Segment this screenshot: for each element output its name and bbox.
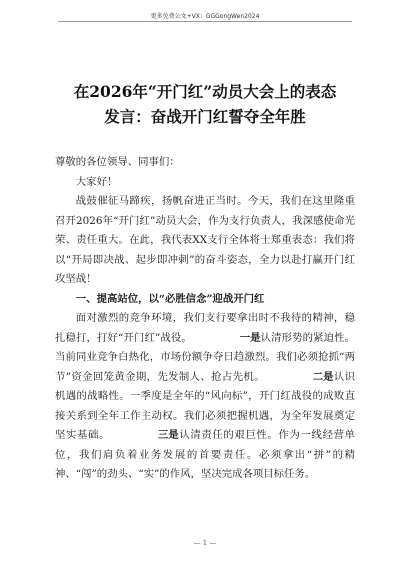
page-number: — 1 —	[193, 539, 217, 547]
point-3-text: 认清责任的艰巨性。作为一线经营单位，我们肩负着业务发展的首要责任。必须拿出“拼”的精神、“闯”的劲头、“实”的作风，坚决完成各项目标任务。	[55, 429, 355, 480]
paragraph-section-1	[55, 309, 355, 485]
page-header: 更多免费公文+VX：GGGongWen2024	[150, 13, 260, 20]
section-1-intro: 面对激烈的竞争环境，我们支行要拿出时不我待的精神，稳扎稳打，打好“开门红”战役。	[55, 312, 355, 344]
point-2-text: 认识机遇的战略性。一季度是全年的“风向标”，开门红战役的成败直接关系到全年工作主动权。我们必须把握机遇，为全年发展奠定坚实基础。	[55, 370, 356, 441]
title-line-1: 在2026年“开门红”动员大会上的表态	[73, 82, 337, 101]
greeting: 大家好！	[75, 175, 118, 188]
point-3-label: 三是	[157, 429, 179, 441]
header-divider	[58, 21, 352, 22]
document-body	[55, 153, 355, 485]
section-heading-1: 一、提高站位，以“必胜信念”迎战开门红	[75, 292, 265, 305]
paragraph-opening: 战鼓催征马蹄疾，扬帆奋进正当时。今天，我们在这里隆重召开2026年“开门红”动员大会，作为支行负责人，我深感使命光荣、责任重大。在此，我代表XX支行全体将士郑重表态：我们将以“开局即决战、起步即冲刺”的奋斗姿态，全力以赴打赢开门红攻坚战！	[55, 195, 355, 285]
title-line-2: 发言：奋战开门红誓夺全年胜	[104, 107, 306, 126]
salutation: 尊敬的各位领导、同事们：	[55, 156, 180, 168]
point-2-label: 二是	[312, 370, 334, 383]
point-1-text: 认清形势的紧迫性。当前同业竞争白热化，市场份额争夺日趋激烈。我们必须抢抓“两节”资金回笼黄金期，先发制人、抢占先机。	[55, 331, 356, 383]
point-1-label: 一是	[239, 331, 261, 344]
document-title	[0, 79, 410, 129]
